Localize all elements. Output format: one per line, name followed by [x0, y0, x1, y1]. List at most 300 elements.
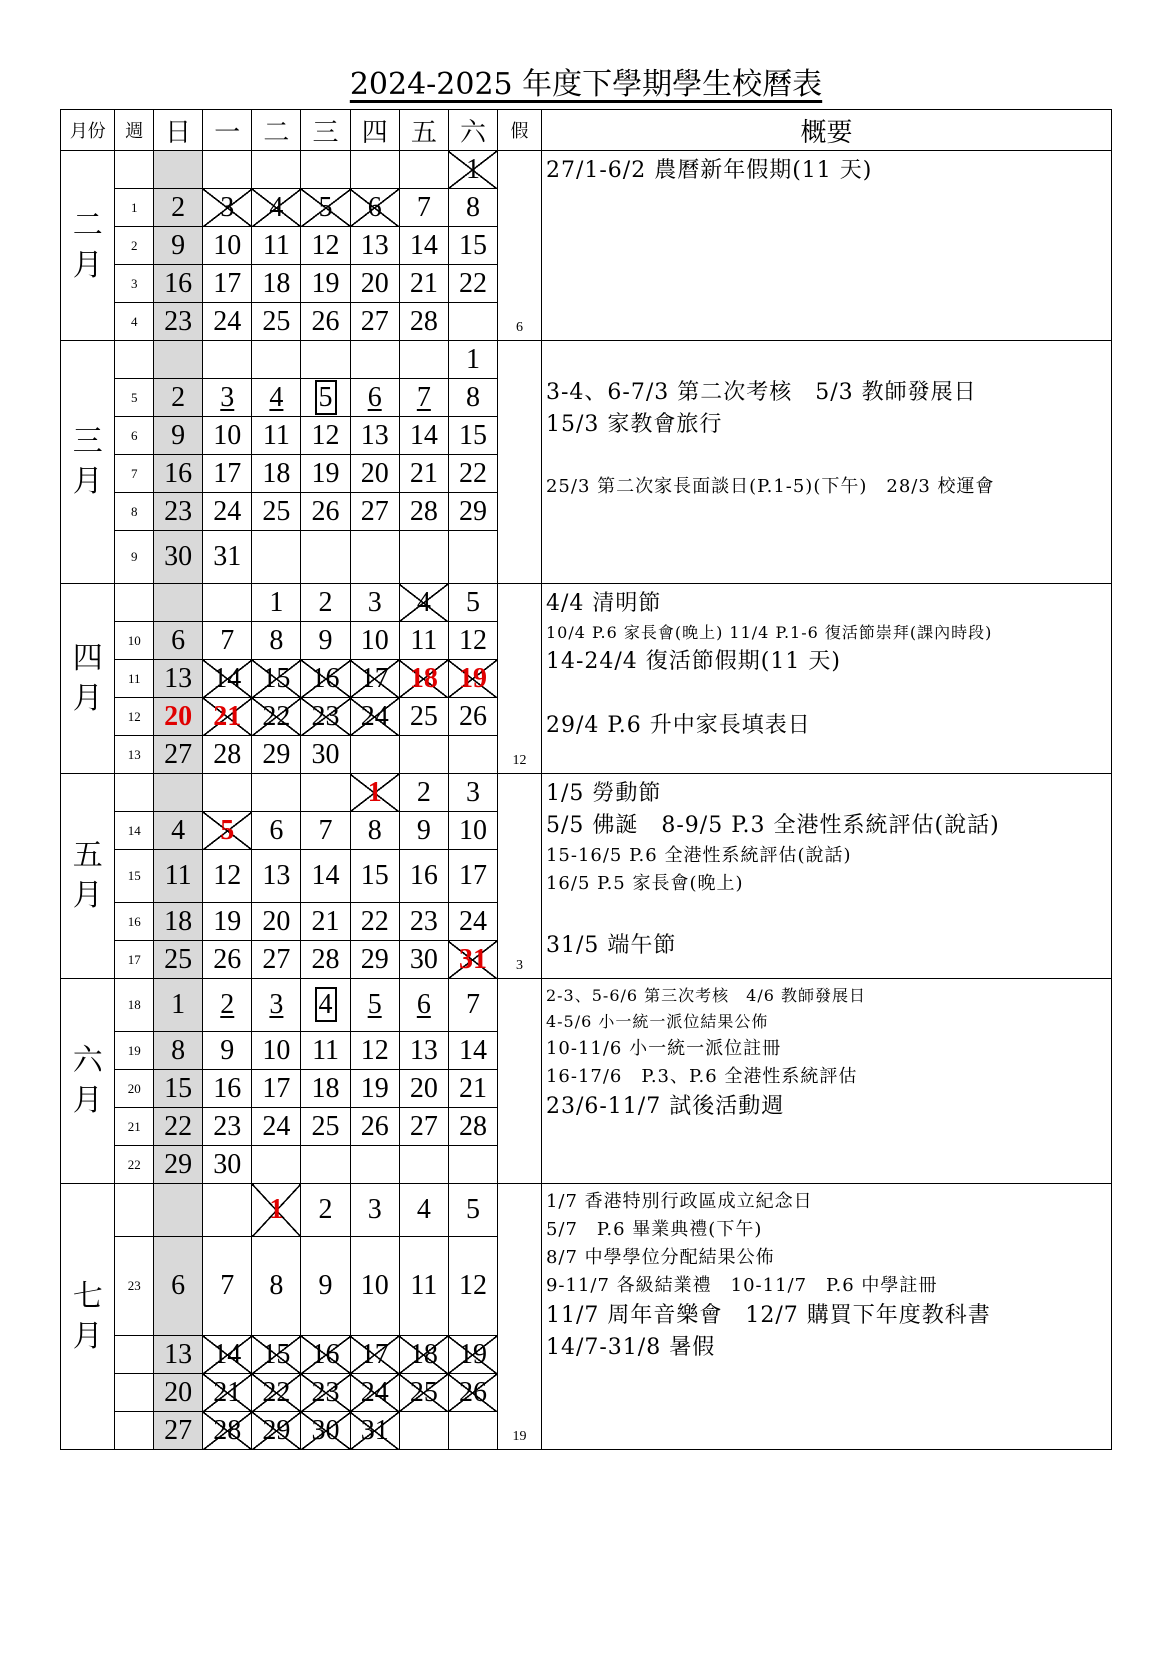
week-number: [115, 584, 154, 622]
day-cell: [252, 1108, 301, 1146]
event-item: 3-4、6-7/3 第二次考核 5/3 教師發展日: [545, 380, 977, 405]
week-number: 17: [115, 941, 154, 979]
day-cell: [448, 227, 497, 265]
month-label-char: 三: [72, 424, 103, 459]
day-number: 1: [465, 343, 480, 375]
day-cell: [301, 151, 350, 189]
day-cell: [399, 455, 448, 493]
day-number: 11: [312, 1034, 340, 1066]
event-item: 16-17/6 P.3、P.6 全港性系統評估: [545, 1066, 858, 1087]
day-number: 10: [360, 624, 389, 656]
day-number: 25: [409, 1376, 438, 1408]
day-number: 15: [262, 1338, 291, 1370]
week-number: [115, 1336, 154, 1374]
day-number: 3: [269, 989, 284, 1020]
day-cell: [399, 227, 448, 265]
day-number: 20: [164, 700, 193, 732]
day-cell: [350, 622, 399, 660]
day-number: 25: [262, 305, 291, 337]
day-number: 10: [458, 814, 487, 846]
day-number: 30: [409, 943, 438, 975]
day-number: 22: [164, 1110, 193, 1142]
day-number: 20: [409, 1072, 438, 1104]
day-number: 4: [171, 814, 186, 846]
day-number: 22: [360, 905, 389, 937]
header-thu: 四: [350, 110, 399, 151]
day-cell: [301, 1336, 350, 1374]
day-number: 9: [416, 814, 431, 846]
day-number: 16: [213, 1072, 242, 1104]
day-number: 30: [311, 738, 340, 770]
day-cell: [203, 979, 252, 1032]
day-cell: [399, 379, 448, 417]
day-number: 27: [409, 1110, 438, 1142]
day-number: 6: [367, 191, 382, 223]
day-number: 3: [220, 381, 235, 413]
day-number: 29: [164, 1148, 193, 1180]
day-cell: [154, 227, 203, 265]
month-label-char: 月: [72, 464, 103, 499]
day-number: 26: [458, 700, 487, 732]
day-cell: [448, 379, 497, 417]
holiday-count: 3: [498, 774, 542, 979]
week-row: [61, 1184, 1112, 1237]
day-cell: [399, 341, 448, 379]
day-cell: [301, 1237, 350, 1336]
day-cell: [203, 1374, 252, 1412]
day-cell: [203, 493, 252, 531]
day-cell: [399, 1070, 448, 1108]
month-label-char: 二: [72, 207, 103, 243]
day-cell: [448, 1032, 497, 1070]
day-cell: [301, 531, 350, 584]
day-number: 10: [360, 1270, 389, 1301]
day-number: 31: [213, 541, 242, 572]
week-row: [61, 341, 1112, 379]
day-number: 2: [318, 586, 333, 618]
day-cell: [301, 189, 350, 227]
day-cell: [399, 303, 448, 341]
day-number: 18: [409, 662, 438, 694]
day-cell: [399, 1146, 448, 1184]
day-number: 13: [262, 860, 291, 891]
week-number: 21: [115, 1108, 154, 1146]
day-number: 10: [213, 419, 242, 451]
event-item: 5/5 佛誕 8-9/5 P.3 全港性系統評估(說話): [545, 813, 1000, 838]
day-number: 6: [416, 989, 431, 1020]
day-number: 9: [318, 624, 333, 656]
day-cell: [301, 736, 350, 774]
day-number: 22: [458, 457, 487, 489]
day-number: 20: [360, 457, 389, 489]
day-cell: [399, 1184, 448, 1237]
event-item: 23/6-11/7 試後活動週: [545, 1094, 785, 1119]
day-cell: [203, 1336, 252, 1374]
day-number: 14: [409, 229, 438, 261]
day-number: 9: [171, 419, 186, 451]
day-number: 8: [171, 1034, 186, 1066]
day-cell: [154, 151, 203, 189]
day-number: 23: [311, 1376, 340, 1408]
day-number: 22: [262, 700, 291, 732]
day-cell: [399, 850, 448, 903]
event-item: [546, 898, 1107, 930]
day-number: 26: [360, 1110, 389, 1142]
day-number: 7: [416, 381, 431, 413]
week-number: 23: [115, 1237, 154, 1336]
month-label: [61, 341, 115, 584]
day-cell: [252, 227, 301, 265]
day-number: 5: [367, 989, 382, 1020]
day-cell: [448, 850, 497, 903]
event-item: 15-16/5 P.6 全港性系統評估(說話): [545, 845, 852, 866]
day-cell: [350, 1146, 399, 1184]
event-item: 10-11/6 小一統一派位註冊: [545, 1038, 782, 1059]
day-number: 22: [458, 267, 487, 299]
day-cell: [350, 379, 399, 417]
week-number: 22: [115, 1146, 154, 1184]
day-cell: [350, 1070, 399, 1108]
day-number: 6: [367, 381, 382, 413]
day-number: 6: [171, 1270, 186, 1301]
day-number: 2: [416, 776, 431, 808]
day-cell: [252, 303, 301, 341]
day-cell: [203, 622, 252, 660]
day-cell: [203, 341, 252, 379]
holiday-count: 6: [498, 151, 542, 341]
day-cell: [203, 736, 252, 774]
day-number: 12: [311, 419, 340, 451]
day-number: 13: [409, 1034, 438, 1066]
day-cell: [350, 584, 399, 622]
day-cell: [448, 774, 497, 812]
week-number: 3: [115, 265, 154, 303]
day-number: 12: [213, 860, 242, 891]
day-number: 14: [311, 860, 340, 891]
month-events: [541, 151, 1111, 341]
day-cell: [399, 1336, 448, 1374]
day-number: 21: [213, 1376, 242, 1408]
month-label: [61, 151, 115, 341]
day-number: 7: [465, 989, 480, 1020]
day-number: 29: [360, 943, 389, 975]
day-cell: [350, 1032, 399, 1070]
day-cell: [154, 698, 203, 736]
holiday-count: [498, 341, 542, 584]
day-number: 18: [164, 905, 193, 937]
day-cell: [301, 941, 350, 979]
day-number: 23: [213, 1110, 242, 1142]
week-number: [115, 341, 154, 379]
week-number: [115, 1412, 154, 1450]
day-cell: [203, 1184, 252, 1237]
day-cell: [203, 850, 252, 903]
day-number: 31: [360, 1414, 389, 1446]
day-cell: [448, 622, 497, 660]
month-events: [541, 979, 1111, 1184]
day-cell: [203, 1237, 252, 1336]
day-cell: [350, 303, 399, 341]
day-cell: [399, 941, 448, 979]
day-number: 24: [213, 495, 242, 527]
day-cell: [399, 1032, 448, 1070]
day-number: 14: [409, 419, 438, 451]
day-cell: [399, 1412, 448, 1450]
day-cell: [203, 774, 252, 812]
day-number: 11: [262, 229, 290, 261]
day-cell: [399, 622, 448, 660]
day-cell: [154, 265, 203, 303]
day-cell: [154, 774, 203, 812]
day-number: 17: [458, 860, 487, 891]
day-cell: [399, 531, 448, 584]
day-number: 16: [311, 662, 340, 694]
page-title: 2024-2025 年度下學期學生校曆表: [349, 67, 823, 102]
day-number: 23: [311, 700, 340, 732]
day-number: 21: [311, 905, 340, 937]
day-cell: [350, 774, 399, 812]
day-cell: [350, 1237, 399, 1336]
day-number: 21: [458, 1072, 487, 1104]
month-label-char: 月: [72, 1083, 103, 1118]
week-number: 8: [115, 493, 154, 531]
day-cell: [154, 189, 203, 227]
day-cell: [252, 584, 301, 622]
day-cell: [448, 455, 497, 493]
day-cell: [203, 265, 252, 303]
day-number: 19: [458, 1338, 487, 1370]
day-cell: [350, 812, 399, 850]
day-cell: [301, 1070, 350, 1108]
week-number: 11: [115, 660, 154, 698]
day-cell: [399, 189, 448, 227]
day-cell: [154, 341, 203, 379]
day-number: 6: [269, 814, 284, 846]
week-number: [115, 1374, 154, 1412]
day-number: 26: [311, 305, 340, 337]
day-number: 25: [409, 700, 438, 732]
day-number: 5: [465, 586, 480, 618]
header-month: 月份: [61, 110, 115, 151]
day-cell: [154, 850, 203, 903]
day-cell: [203, 1108, 252, 1146]
day-cell: [399, 1374, 448, 1412]
day-cell: [301, 227, 350, 265]
day-cell: [301, 265, 350, 303]
day-cell: [399, 584, 448, 622]
day-cell: [448, 531, 497, 584]
day-cell: [350, 1184, 399, 1237]
day-cell: [448, 1336, 497, 1374]
day-cell: [252, 455, 301, 493]
day-number: 11: [410, 624, 438, 656]
week-row: [61, 151, 1112, 189]
day-number: 2: [318, 1194, 333, 1225]
day-number: 5: [315, 380, 337, 415]
header-wed: 三: [301, 110, 350, 151]
week-row: [61, 584, 1112, 622]
day-cell: [448, 812, 497, 850]
day-cell: [350, 493, 399, 531]
day-cell: [350, 417, 399, 455]
day-number: 17: [262, 1072, 291, 1104]
day-cell: [350, 531, 399, 584]
day-cell: [301, 850, 350, 903]
day-number: 15: [458, 419, 487, 451]
header-holiday: 假: [498, 110, 542, 151]
day-number: 8: [269, 1270, 284, 1301]
day-cell: [154, 531, 203, 584]
event-item: 4-5/6 小一統一派位結果公佈: [545, 1012, 769, 1031]
day-number: 8: [465, 191, 480, 223]
day-number: 19: [311, 457, 340, 489]
week-number: 4: [115, 303, 154, 341]
header-tue: 二: [252, 110, 301, 151]
event-item: 14/7-31/8 暑假: [545, 1335, 716, 1360]
day-number: 7: [416, 191, 431, 223]
week-number: 18: [115, 979, 154, 1032]
day-number: 14: [213, 1338, 242, 1370]
day-number: 26: [458, 1376, 487, 1408]
month-label-char: 六: [72, 1043, 103, 1078]
day-number: 7: [220, 624, 235, 656]
week-number: 12: [115, 698, 154, 736]
day-cell: [203, 698, 252, 736]
event-item: 2-3、5-6/6 第三次考核 4/6 教師發展日: [545, 986, 866, 1005]
day-number: 12: [311, 229, 340, 261]
day-cell: [399, 1108, 448, 1146]
day-cell: [448, 1412, 497, 1450]
day-cell: [203, 455, 252, 493]
day-cell: [448, 417, 497, 455]
day-number: 12: [360, 1034, 389, 1066]
day-cell: [252, 1412, 301, 1450]
day-cell: [301, 303, 350, 341]
day-number: 3: [220, 191, 235, 223]
day-number: 1: [367, 776, 382, 808]
day-cell: [252, 736, 301, 774]
day-cell: [252, 1070, 301, 1108]
day-cell: [301, 812, 350, 850]
day-number: 3: [465, 776, 480, 808]
day-cell: [350, 1412, 399, 1450]
day-number: 6: [171, 624, 186, 656]
day-number: 13: [164, 662, 193, 694]
day-number: 7: [318, 814, 333, 846]
event-item: 1/5 勞動節: [545, 781, 662, 806]
day-cell: [301, 493, 350, 531]
week-number: [115, 1184, 154, 1237]
day-cell: [301, 622, 350, 660]
day-cell: [203, 303, 252, 341]
day-number: 28: [409, 495, 438, 527]
day-cell: [203, 660, 252, 698]
day-cell: [252, 265, 301, 303]
day-number: 29: [262, 1414, 291, 1446]
day-cell: [448, 941, 497, 979]
day-cell: [399, 979, 448, 1032]
day-number: 4: [269, 381, 284, 413]
day-cell: [252, 622, 301, 660]
day-cell: [350, 1108, 399, 1146]
day-number: 24: [458, 905, 487, 937]
day-number: 15: [360, 860, 389, 891]
day-cell: [301, 979, 350, 1032]
day-cell: [399, 812, 448, 850]
month-label-char: 七: [72, 1278, 103, 1314]
header-sat: 六: [448, 110, 497, 151]
day-number: 4: [315, 987, 337, 1022]
event-item: 29/4 P.6 升中家長填表日: [545, 713, 811, 738]
day-cell: [154, 1336, 203, 1374]
day-cell: [154, 903, 203, 941]
day-cell: [399, 493, 448, 531]
day-number: 28: [458, 1110, 487, 1142]
day-cell: [350, 979, 399, 1032]
day-number: 4: [416, 1194, 431, 1225]
day-cell: [203, 151, 252, 189]
day-number: 4: [416, 586, 431, 618]
holiday-count: [498, 979, 542, 1184]
day-number: 18: [262, 267, 291, 299]
day-cell: [154, 1146, 203, 1184]
day-cell: [301, 660, 350, 698]
day-number: 14: [458, 1034, 487, 1066]
header-sun: 日: [154, 110, 203, 151]
day-cell: [448, 1237, 497, 1336]
day-number: 8: [465, 381, 480, 413]
day-cell: [350, 227, 399, 265]
week-number: 10: [115, 622, 154, 660]
week-row: [61, 979, 1112, 1032]
day-cell: [154, 622, 203, 660]
day-number: 29: [458, 495, 487, 527]
day-cell: [350, 660, 399, 698]
day-cell: [448, 903, 497, 941]
day-cell: [154, 1184, 203, 1237]
header-row: [61, 110, 1112, 151]
day-number: 16: [409, 860, 438, 891]
day-cell: [399, 774, 448, 812]
day-cell: [252, 660, 301, 698]
day-number: 8: [269, 624, 284, 656]
day-number: 20: [360, 267, 389, 299]
day-number: 14: [213, 662, 242, 694]
month-label-char: 月: [72, 247, 103, 283]
event-item: [546, 441, 1107, 473]
day-number: 27: [360, 305, 389, 337]
day-cell: [252, 189, 301, 227]
week-number: 6: [115, 417, 154, 455]
day-number: 2: [171, 191, 186, 223]
day-cell: [203, 189, 252, 227]
day-cell: [399, 417, 448, 455]
month-label: [61, 774, 115, 979]
day-cell: [252, 493, 301, 531]
day-cell: [448, 660, 497, 698]
day-cell: [203, 379, 252, 417]
month-label-char: 月: [72, 680, 103, 716]
day-number: 15: [262, 662, 291, 694]
day-cell: [448, 736, 497, 774]
day-number: 20: [262, 905, 291, 937]
day-number: 3: [367, 1194, 382, 1225]
day-number: 22: [262, 1376, 291, 1408]
day-cell: [154, 1374, 203, 1412]
week-number: 1: [115, 189, 154, 227]
day-number: 10: [262, 1034, 291, 1066]
day-cell: [203, 584, 252, 622]
